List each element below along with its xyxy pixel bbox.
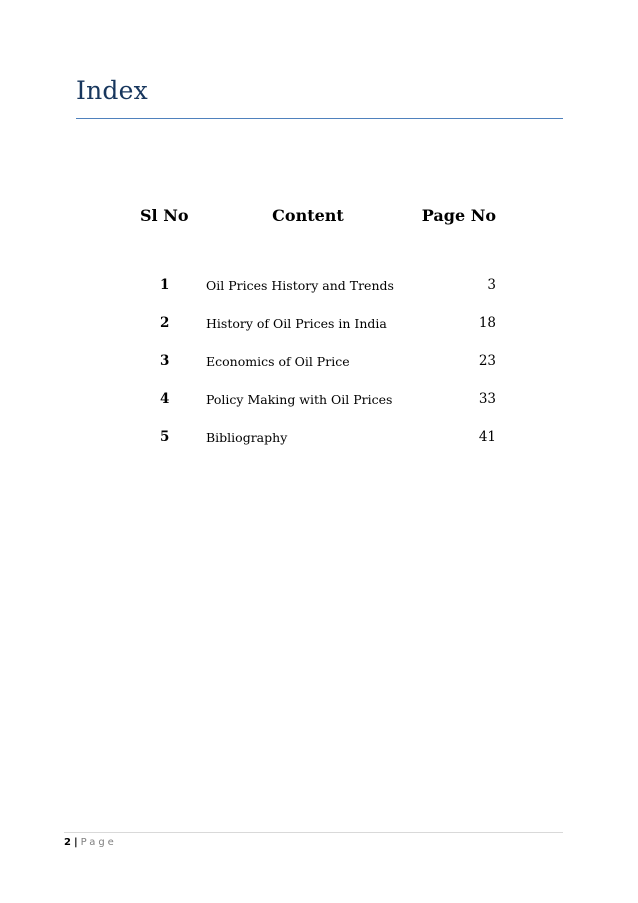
row-page-no: 3 xyxy=(487,277,496,293)
title-divider xyxy=(76,118,563,119)
row-page-no: 41 xyxy=(478,429,496,445)
page-title: Index xyxy=(76,76,148,105)
row-sl-no: 2 xyxy=(160,315,170,331)
row-content: Policy Making with Oil Prices xyxy=(206,391,393,407)
row-content: History of Oil Prices in India xyxy=(206,315,387,331)
row-page-no: 23 xyxy=(478,353,496,369)
page-footer xyxy=(64,838,117,848)
row-page-no: 18 xyxy=(478,315,496,331)
header-page-no: Page No xyxy=(421,205,496,225)
row-sl-no: 3 xyxy=(160,353,170,369)
row-content: Bibliography xyxy=(206,429,288,445)
row-page-no: 33 xyxy=(478,391,496,407)
row-sl-no: 4 xyxy=(160,391,170,407)
row-content: Oil Prices History and Trends xyxy=(206,277,394,293)
table-row xyxy=(134,380,500,418)
table-row xyxy=(134,304,500,342)
row-sl-no: 5 xyxy=(160,429,170,445)
table-header-row xyxy=(134,202,500,228)
table-row xyxy=(134,418,500,456)
footer-separator: | xyxy=(73,837,78,848)
table-row xyxy=(134,342,500,380)
header-sl-no: Sl No xyxy=(140,205,189,225)
header-content: Content xyxy=(272,205,344,225)
table-row xyxy=(134,266,500,304)
footer-page-label: Page xyxy=(80,837,117,848)
table-spacer xyxy=(134,228,500,266)
row-sl-no: 1 xyxy=(160,277,170,293)
footer-page-number: 2 xyxy=(64,837,71,848)
index-table xyxy=(134,202,500,456)
footer-divider xyxy=(64,832,563,833)
row-content: Economics of Oil Price xyxy=(206,353,350,369)
